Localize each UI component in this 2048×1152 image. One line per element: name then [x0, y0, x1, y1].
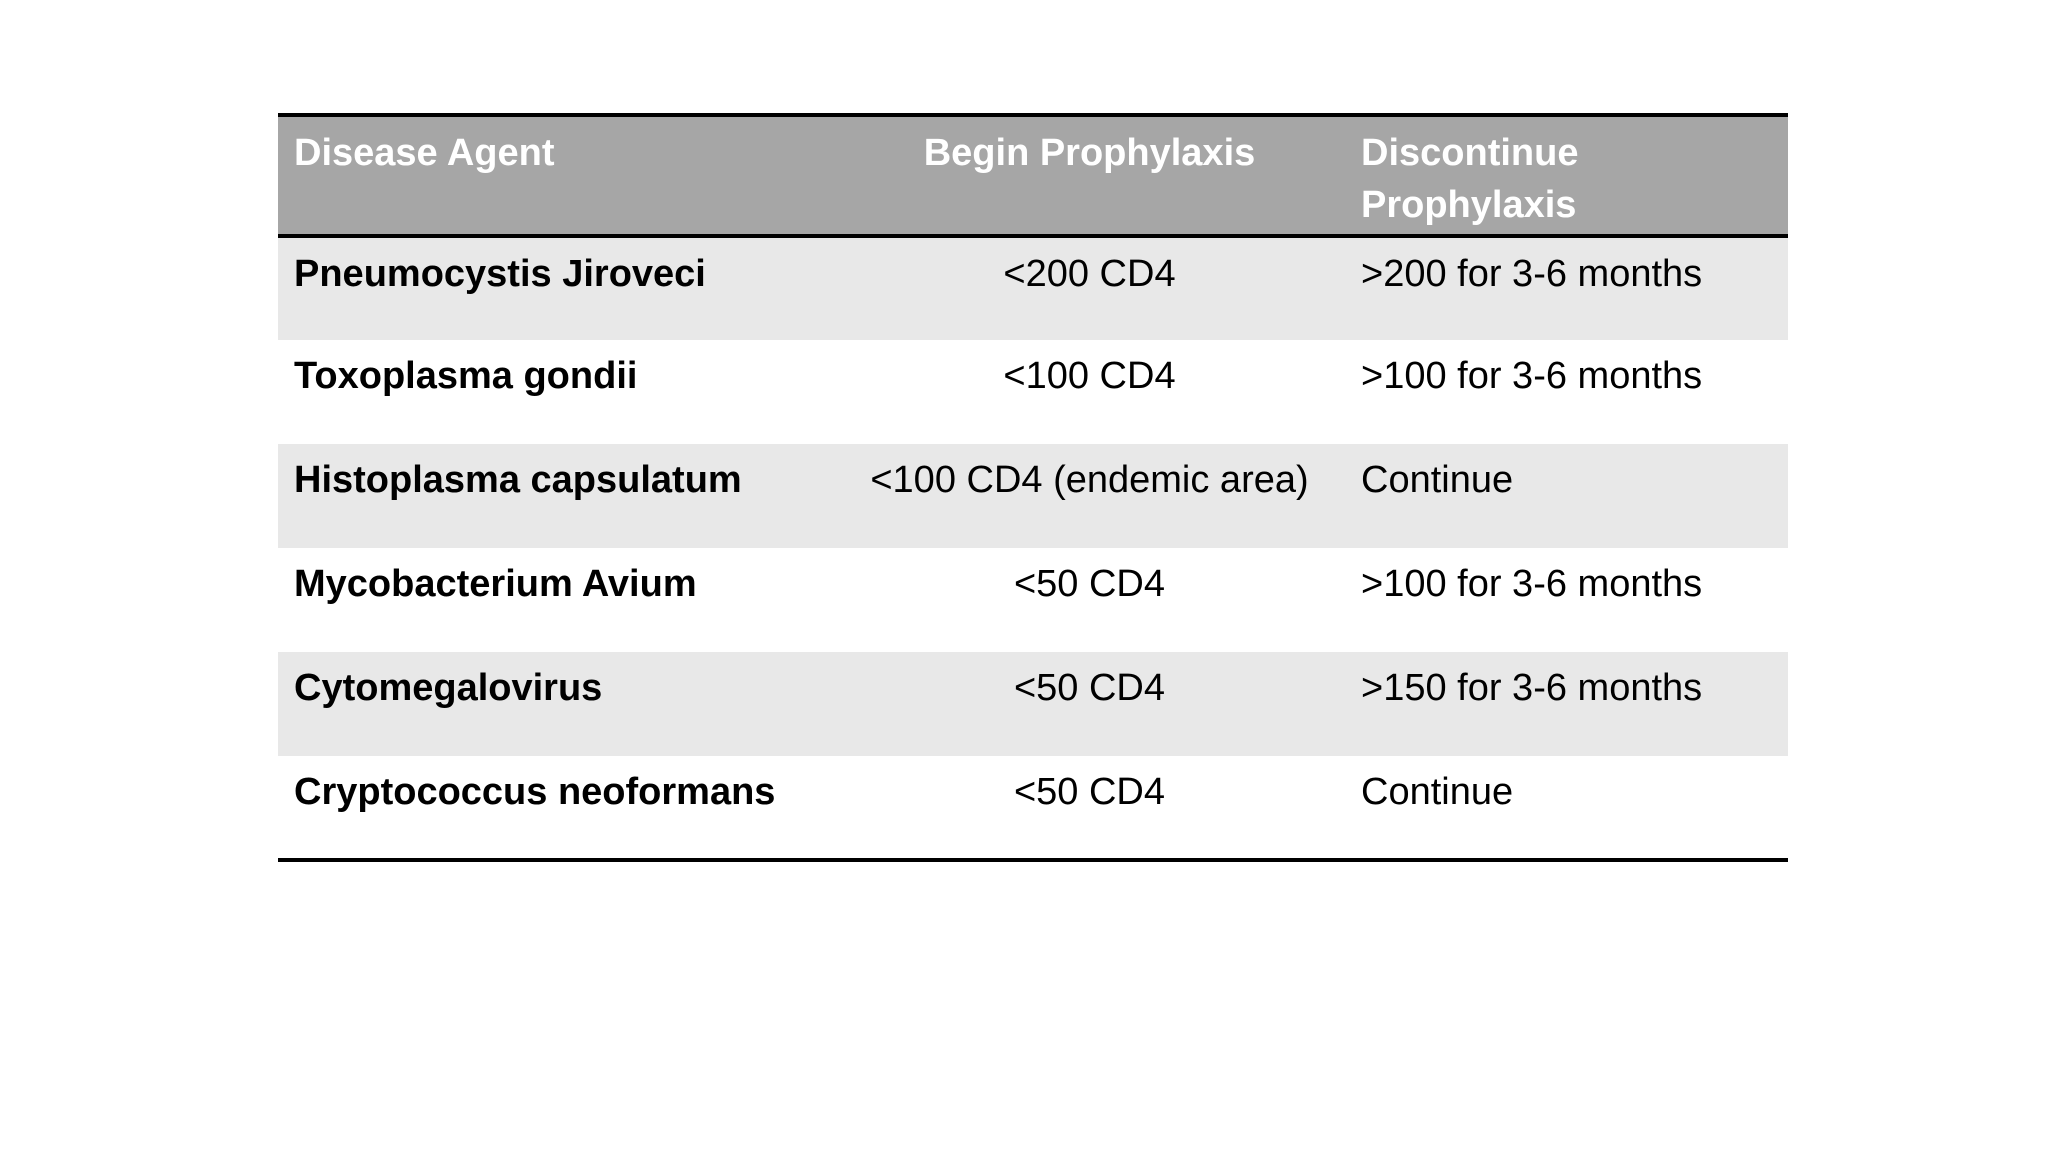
- discontinue-prophylaxis-cell: Continue: [1361, 771, 1514, 813]
- discontinue-prophylaxis-cell: Continue: [1361, 459, 1514, 501]
- table-row: [278, 652, 1788, 756]
- discontinue-prophylaxis-cell: >150 for 3-6 months: [1361, 667, 1703, 709]
- table-row: [278, 340, 1788, 444]
- begin-prophylaxis-cell: <100 CD4: [1003, 355, 1176, 397]
- discontinue-prophylaxis-cell: >100 for 3-6 months: [1361, 355, 1703, 397]
- disease-agent-cell: Cytomegalovirus: [294, 667, 603, 709]
- disease-agent-cell: Mycobacterium Avium: [294, 563, 697, 605]
- discontinue-prophylaxis-cell: >100 for 3-6 months: [1361, 563, 1703, 605]
- header-discontinue-prophylaxis: [1345, 115, 1788, 236]
- disease-agent-cell: Histoplasma capsulatum: [294, 459, 742, 501]
- table-body: [278, 236, 1788, 860]
- begin-prophylaxis-cell: <50 CD4: [1013, 563, 1166, 605]
- table-row: [278, 236, 1788, 340]
- begin-prophylaxis-cell: <50 CD4: [1013, 771, 1166, 813]
- prophylaxis-table: [278, 113, 1788, 862]
- header-disease-agent: Disease Agent: [294, 132, 555, 174]
- table-row: [278, 756, 1788, 860]
- header-discontinue-line2: Prophylaxis: [1361, 184, 1577, 226]
- disease-agent-cell: Cryptococcus neoformans: [294, 771, 776, 813]
- table-row: [278, 444, 1788, 548]
- header-discontinue-line1: Discontinue: [1361, 132, 1579, 174]
- disease-agent-cell: Pneumocystis Jiroveci: [294, 253, 706, 295]
- begin-prophylaxis-cell: <100 CD4 (endemic area): [870, 459, 1309, 501]
- header-row: [278, 115, 1788, 236]
- table-row: [278, 548, 1788, 652]
- disease-agent-cell: Toxoplasma gondii: [294, 355, 638, 397]
- begin-prophylaxis-cell: <200 CD4: [1003, 253, 1176, 295]
- table-header: [278, 115, 1788, 236]
- header-begin-prophylaxis: Begin Prophylaxis: [923, 132, 1256, 174]
- begin-prophylaxis-cell: <50 CD4: [1013, 667, 1166, 709]
- discontinue-prophylaxis-cell: >200 for 3-6 months: [1361, 253, 1703, 295]
